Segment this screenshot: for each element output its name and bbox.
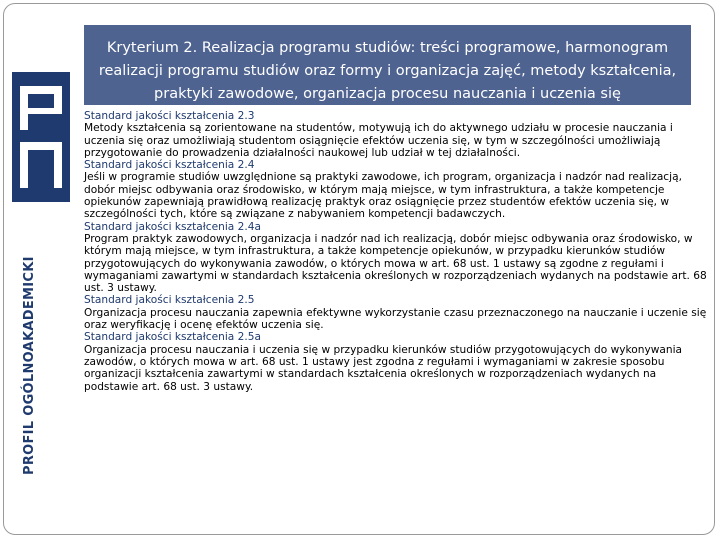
standard-text: Program praktyk zawodowych, organizacja i nadzór nad ich realizacją, dobór miejsc odbywania oraz środowisko, w którym mają miejsce, w tym infrastruktura, a także kompetencje opiekunów, w przypadku kierunków studiów przygotowujących do wykonywania zawodów, o których mowa w art. 68 ust. 1 ustawy są zgodne z regułami i wymaganiami zawartymi w standardach kształcenia określonych w rozporządzeniach wydanych na podstawie art. 68 ust. 3 ustawy. xyxy=(84,232,707,295)
standard-text: Organizacja procesu nauczania zapewnia efektywne wykorzystanie czasu przeznaczonego na nauczanie i uczenie się oraz weryfikację i ocenę efektów uczenia się. xyxy=(84,306,707,332)
standard-text: Jeśli w programie studiów uwzględnione są praktyki zawodowe, ich program, organizacja i nadzór nad realizacją, dobór miejsc odbywania oraz środowisko, w którym mają miejsce, w tym infrastruktura, a także kompetencje opiekunów zapewniają prawidłową realizację praktyk oraz osiągnięcie przez studentów efektów uczenia się, w szczególności tych, które są związane z nabywaniem kompetencji badawczych. xyxy=(84,171,682,221)
profile-label: PROFIL OGÓLNOAKADEMICKI xyxy=(22,256,37,475)
criterion-title: Kryterium 2. Realizacja programu studiów: treści programowe, harmonogram realizacji programu studiów oraz formy i organizacja zajęć, metody kształcenia, praktyki zawodowe, organizacja procesu nauczania i uczenia się xyxy=(84,25,691,105)
standard-text: Organizacja procesu nauczania i uczenia się w przypadku kierunków studiów przygotowujących do wykonywania zawodów, o których mowa w art. 68 ust. 1 ustawy jest zgodna z regułami i wymaganiami w zakresie sposobu organizacji kształcenia zawartymi w standardach kształcenia określonych w rozporządzeniach wydanych na podstawie art. 68 ust. 3 ustawy. xyxy=(84,343,683,393)
standard-heading: Standard jakości kształcenia 2.4 xyxy=(84,159,255,172)
standard-text: Metody kształcenia są zorientowane na studentów, motywują ich do aktywnego udziału w procesie nauczania i uczenia się oraz umożliwiają studentom osiągnięcie efektów uczenia się, w tym w szczególności umożliwiają przygotowanie do prowadzenia działalności naukowej lub udział w tej działalności. xyxy=(84,122,673,159)
pka-logo xyxy=(12,72,70,202)
standards-content xyxy=(84,110,712,393)
standard-heading: Standard jakości kształcenia 2.5a xyxy=(84,331,261,344)
standard-heading: Standard jakości kształcenia 2.4a xyxy=(84,220,261,233)
standard-heading: Standard jakości kształcenia 2.3 xyxy=(84,110,255,122)
standard-heading: Standard jakości kształcenia 2.5 xyxy=(84,294,255,307)
